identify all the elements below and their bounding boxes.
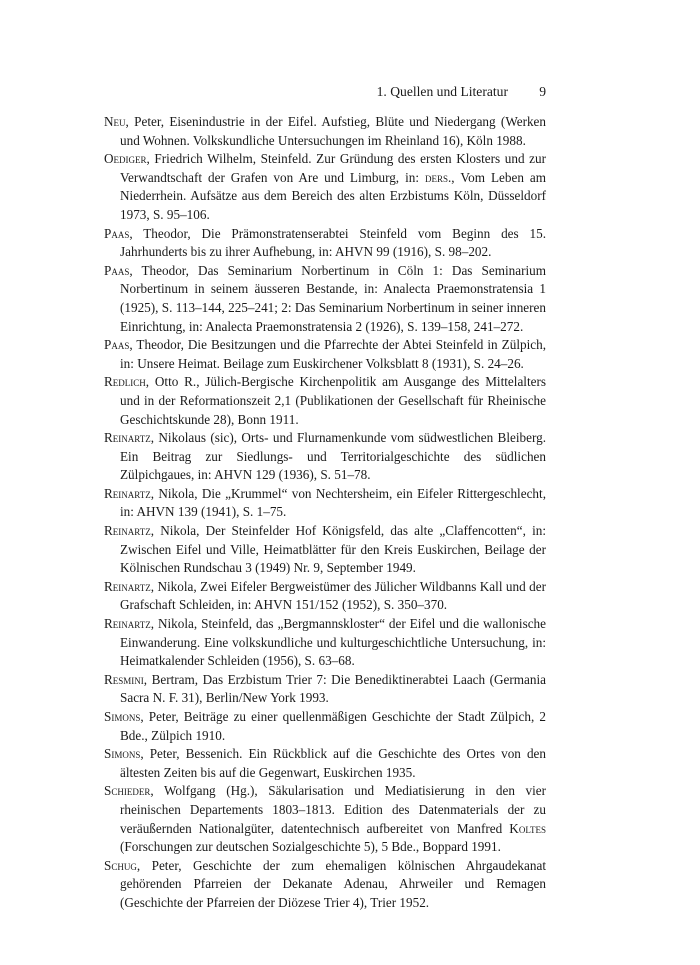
bibliography-entry bbox=[104, 150, 546, 224]
entry-text: , Nikolaus (sic), Orts- und Flurnamenkunde vom südwestlichen Bleiberg. Ein Beitrag zur Siedlungs- und Territorialgeschichte des südlichen Zülpichgaues, in: AHVN 129 (1936), S. 51–78. bbox=[120, 430, 546, 483]
entry-ders-marker: ders bbox=[424, 169, 448, 185]
running-title: 1. Quellen und Literatur bbox=[376, 84, 508, 99]
entry-text: , Wolfgang (Hg.), Säkularisation und Mediatisierung in den vier rheinischen Departements 1803–1813. Edition des Datenmaterials der zu veräußernden Nationalgüter, datentechnisch aufbereitet von Manfred bbox=[120, 783, 546, 836]
bibliography-entry bbox=[104, 782, 546, 856]
bibliography-entry bbox=[104, 373, 546, 429]
bibliography-entry bbox=[104, 671, 546, 708]
entry-text: , Bertram, Das Erzbistum Trier 7: Die Benediktinerabtei Laach (Germania Sacra N. F. 31), Berlin/New York 1993. bbox=[120, 671, 546, 706]
entry-author: Reinartz bbox=[104, 578, 151, 594]
entry-author: Resmini bbox=[104, 671, 144, 687]
bibliography-entry bbox=[104, 485, 546, 522]
entry-text: , Peter, Beiträge zu einer quellenmäßigen Geschichte der Stadt Zülpich, 2 Bde., Zülpich 1910. bbox=[120, 709, 546, 743]
running-head bbox=[104, 84, 546, 104]
entry-author: Schieder bbox=[104, 783, 151, 799]
entry-author: Reinartz bbox=[104, 616, 151, 632]
bibliography-entry bbox=[104, 857, 546, 913]
bibliography-entry bbox=[104, 429, 546, 485]
entry-text-continued: ., Vom Leben am Niederrhein. Aufsätze aus dem Bereich des alten Erzbistums Köln, Düsseldorf 1973, S. 95–106. bbox=[120, 169, 547, 222]
bibliography-list bbox=[104, 113, 546, 913]
bibliography-entry bbox=[104, 615, 546, 671]
entry-text: , Peter, Bessenich. Ein Rückblick auf die Geschichte des Ortes von den ältesten Zeiten bis auf die Gegenwart, Euskirchen 1935. bbox=[120, 746, 546, 780]
bibliography-entry bbox=[104, 708, 546, 745]
entry-text: , Nikola, Der Steinfelder Hof Königsfeld, das alte „Claffencotten“, in: Zwischen Eifel und Ville, Heimatblätter für den Kreis Euskirchen, Beilage der Kölnischen Rundschau 3 (1949) Nr. 9, September 1949. bbox=[120, 523, 546, 576]
entry-text: , Otto R., Jülich-Bergische Kirchenpolitik am Ausgange des Mittelalters und in der Reformationszeit 2,1 (Publikationen der Gesellschaft für Rheinische Geschichtskunde 28), Bonn 1911. bbox=[120, 374, 546, 427]
entry-text: , Nikola, Die „Krummel“ von Nechtersheim, ein Eifeler Rittergeschlecht, in: AHVN 139 (1941), S. 1–75. bbox=[120, 485, 546, 520]
bibliography-entry bbox=[104, 522, 546, 578]
entry-author: Paas bbox=[104, 225, 130, 241]
entry-text: , Theodor, Die Besitzungen und die Pfarrechte der Abtei Steinfeld in Zülpich, in: Unsere Heimat. Beilage zum Euskirchener Volksblatt 8 (1931), S. 24–26. bbox=[120, 337, 546, 371]
entry-text: , Friedrich Wilhelm, Steinfeld. Zur Gründung des ersten Klosters und zur Verwandtschaft der Grafen von Are und Limburg, in: bbox=[120, 151, 546, 185]
bibliography-entry bbox=[104, 262, 546, 336]
entry-author: Paas bbox=[104, 262, 130, 278]
bibliography-entry bbox=[104, 113, 546, 150]
entry-author: Reinartz bbox=[104, 485, 151, 501]
bibliography-entry bbox=[104, 745, 546, 782]
entry-author: Schug bbox=[104, 857, 137, 873]
entry-text: , Peter, Eisenindustrie in der Eifel. Aufstieg, Blüte und Niedergang (Werken und Wohnen. Volkskundliche Untersuchungen im Rheinland 16), Köln 1988. bbox=[120, 114, 546, 148]
entry-text: , Theodor, Das Seminarium Norbertinum in Cöln 1: Das Seminarium Norbertinum in seinem äusseren Bestande, in: Analecta Praemonstratensia 1 (1925), S. 113–144, 225–241; 2: Das Seminarium Norbertinum in seiner inneren Einrichtung, in: Analecta Praemonstratensia 2 (1926), S. 139–158, 241–272. bbox=[120, 262, 546, 334]
page-number: 9 bbox=[539, 84, 546, 99]
bibliography-entry bbox=[104, 336, 546, 373]
entry-author: Oediger bbox=[104, 151, 147, 167]
entry-text-continued: (Forschungen zur deutschen Sozialgeschichte 5), 5 Bde., Boppard 1991. bbox=[120, 839, 501, 855]
entry-author: Simons bbox=[104, 746, 141, 762]
entry-text: , Peter, Geschichte der zum ehemaligen kölnischen Ahrgaudekanat gehörenden Pfarreien der Dekanate Adenau, Ahrweiler und Remagen (Geschichte der Pfarreien der Diözese Trier 4), Trier 1952. bbox=[120, 857, 546, 910]
entry-author: Neu bbox=[104, 114, 126, 129]
entry-author: Reinartz bbox=[104, 523, 151, 539]
entry-author: Paas bbox=[104, 337, 130, 353]
entry-author: Redlich bbox=[104, 374, 146, 390]
entry-text: , Nikola, Steinfeld, das „Bergmannskloster“ der Eifel und die wallonische Einwanderung. Eine volkskundliche und kulturgeschichtliche Untersuchung, in: Heimatkalender Schleiden (1956), S. 63–68. bbox=[120, 616, 546, 669]
bibliography-entry bbox=[104, 578, 546, 615]
entry-author: Reinartz bbox=[104, 430, 151, 446]
entry-author: Simons bbox=[104, 709, 141, 724]
bibliography-entry bbox=[104, 225, 546, 262]
entry-text: , Theodor, Die Prämonstratenserabtei Steinfeld vom Beginn des 15. Jahrhunderts bis zu ihrer Aufhebung, in: AHVN 99 (1916), S. 98–202. bbox=[120, 225, 546, 260]
entry-editor-name: Koltes bbox=[509, 820, 546, 836]
entry-text: , Nikola, Zwei Eifeler Bergweistümer des Jülicher Wildbanns Kall und der Grafschaft Schleiden, in: AHVN 151/152 (1952), S. 350–370. bbox=[120, 578, 546, 613]
